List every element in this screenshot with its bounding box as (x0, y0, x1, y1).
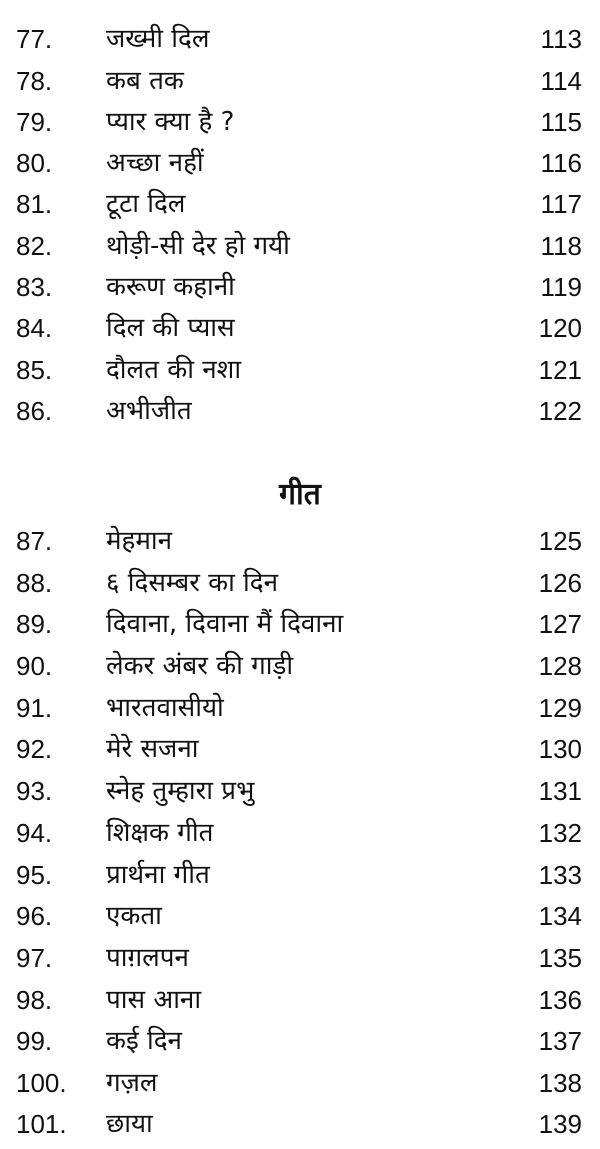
entry-title: थोड़ी-सी देर हो गयी (106, 231, 290, 261)
entry-number: 101. (16, 1109, 67, 1139)
entry-number: 78. (16, 66, 53, 96)
entry-title: अभीजीत (106, 396, 192, 426)
toc-row (0, 687, 600, 729)
entry-number: 96. (16, 901, 53, 931)
toc-row (0, 645, 600, 687)
entry-number: 81. (16, 189, 53, 219)
entry-number: 79. (16, 107, 53, 137)
toc-row (0, 520, 600, 562)
entry-number: 90. (16, 651, 53, 681)
entry-title: पाग़लपन (106, 943, 189, 973)
entry-number: 91. (16, 693, 53, 723)
toc-row (0, 18, 600, 60)
entry-title: शिक्षक गीत (106, 818, 214, 848)
entry-page: 138 (538, 1068, 582, 1098)
entry-title: एकता (106, 901, 162, 931)
entry-page: 133 (538, 860, 582, 890)
toc-row (0, 1062, 600, 1104)
entry-number: 100. (16, 1068, 67, 1098)
entry-number: 85. (16, 355, 53, 385)
toc-row (0, 142, 600, 184)
entry-page: 125 (538, 526, 582, 556)
toc-row (0, 770, 600, 812)
entry-page: 121 (538, 355, 582, 385)
toc-row (0, 937, 600, 979)
entry-number: 98. (16, 985, 53, 1015)
entry-number: 99. (16, 1026, 53, 1056)
entry-number: 82. (16, 231, 53, 261)
entry-title: दिल की प्यास (106, 313, 235, 343)
toc-row (0, 60, 600, 102)
entry-page: 117 (540, 189, 582, 219)
entry-number: 84. (16, 313, 53, 343)
entry-title: दिवाना, दिवाना मैं दिवाना (106, 609, 344, 639)
toc-row (0, 812, 600, 854)
entry-number: 77. (16, 24, 53, 54)
entry-page: 131 (538, 776, 582, 806)
toc-row (0, 854, 600, 896)
entry-title: दौलत की नशा (106, 355, 242, 385)
entry-number: 95. (16, 860, 53, 890)
entry-number: 88. (16, 568, 53, 598)
toc-row (0, 101, 600, 143)
entry-title: गज़ल (106, 1068, 158, 1098)
entry-number: 87. (16, 526, 53, 556)
entry-number: 97. (16, 943, 53, 973)
entry-page: 114 (540, 66, 582, 96)
entry-page: 136 (538, 985, 582, 1015)
entry-page: 119 (540, 272, 582, 302)
entry-title: प्यार क्या है ? (106, 107, 235, 137)
entry-page: 132 (538, 818, 582, 848)
entry-title: लेकर अंबर की गाड़ी (106, 651, 294, 681)
entry-page: 135 (538, 943, 582, 973)
entry-page: 134 (538, 901, 582, 931)
entry-page: 129 (538, 693, 582, 723)
entry-title: जख्मी दिल (106, 24, 210, 54)
toc-row (0, 307, 600, 349)
entry-page: 139 (538, 1109, 582, 1139)
entry-page: 113 (540, 24, 582, 54)
entry-title: अच्छा नहीं (106, 148, 204, 178)
entry-page: 130 (538, 734, 582, 764)
entry-number: 89. (16, 609, 53, 639)
entry-page: 137 (538, 1026, 582, 1056)
entry-page: 128 (538, 651, 582, 681)
toc-row (0, 183, 600, 225)
entry-title: कब तक (106, 66, 184, 96)
entry-title: करूण कहानी (106, 272, 235, 302)
entry-number: 86. (16, 396, 53, 426)
section-heading: गीत (279, 477, 321, 512)
entry-title: ६ दिसम्बर का दिन (106, 568, 279, 598)
toc-row (0, 979, 600, 1021)
entry-title: मेहमान (106, 526, 173, 556)
toc-row (0, 1103, 600, 1145)
toc-row (0, 603, 600, 645)
entry-page: 126 (538, 568, 582, 598)
toc-row (0, 349, 600, 391)
entry-number: 94. (16, 818, 53, 848)
toc-row (0, 728, 600, 770)
toc-row (0, 1020, 600, 1062)
entry-number: 83. (16, 272, 53, 302)
entry-title: स्नेह तुम्हारा प्रभु (106, 776, 255, 806)
entry-title: भारतवासीयो (106, 693, 224, 723)
entry-page: 118 (540, 231, 582, 261)
toc-row (0, 266, 600, 308)
entry-number: 93. (16, 776, 53, 806)
entry-page: 116 (540, 148, 582, 178)
entry-title: कई दिन (106, 1026, 182, 1056)
toc-row (0, 390, 600, 432)
entry-title: छाया (106, 1109, 153, 1139)
entry-page: 120 (538, 313, 582, 343)
entry-title: प्रार्थना गीत (106, 860, 210, 890)
entry-title: पास आना (106, 985, 202, 1015)
entry-page: 127 (538, 609, 582, 639)
entry-number: 92. (16, 734, 53, 764)
entry-page: 122 (538, 396, 582, 426)
entry-title: मेरे सजना (106, 734, 199, 764)
entry-page: 115 (540, 107, 582, 137)
toc-row (0, 895, 600, 937)
entry-title: टूटा दिल (106, 189, 186, 219)
entry-number: 80. (16, 148, 53, 178)
toc-row (0, 562, 600, 604)
toc-row (0, 225, 600, 267)
